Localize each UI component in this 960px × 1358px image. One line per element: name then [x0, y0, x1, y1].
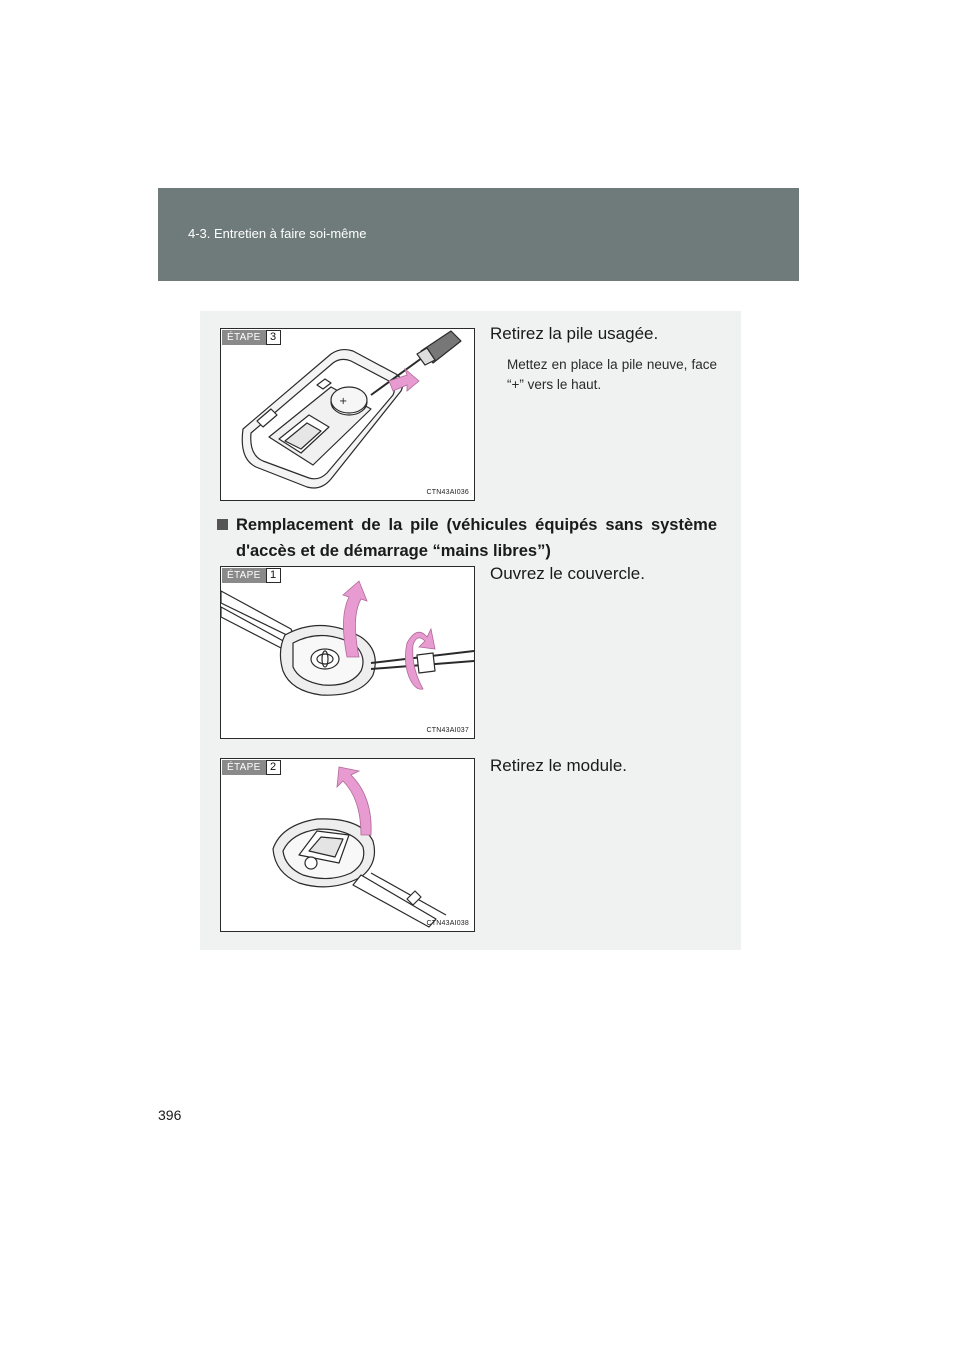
- figure-step-2: [220, 758, 475, 932]
- square-bullet-icon: [217, 519, 228, 530]
- step-badge: [222, 760, 281, 775]
- page-number: 396: [158, 1107, 182, 1123]
- svg-text:+: +: [339, 396, 348, 407]
- remove-battery-illustration: [221, 329, 474, 500]
- step-label: ÉTAPE: [222, 330, 266, 345]
- step-label: ÉTAPE: [222, 760, 266, 775]
- figure-code: CTN43AI037: [426, 727, 469, 734]
- figure-step-1: [220, 566, 475, 739]
- step-number: 2: [266, 760, 281, 775]
- step-1-instruction: Ouvrez le couvercle.: [490, 564, 645, 583]
- step-label: ÉTAPE: [222, 568, 266, 583]
- section-header-bar: [158, 188, 799, 281]
- section-heading: [217, 512, 717, 564]
- section-title: 4-3. Entretien à faire soi-même: [188, 226, 367, 241]
- section-heading-line1: Remplacement de la pile (véhicules équipés sans système: [236, 516, 717, 534]
- open-cover-illustration: [221, 567, 474, 738]
- step-2-instruction: Retirez le module.: [490, 756, 628, 775]
- step-number: 1: [266, 568, 281, 583]
- step-3-instruction: Retirez la pile usagée.: [490, 324, 659, 343]
- step-3-note: Mettez en place la pile neuve, face “+” vers le haut.: [507, 357, 717, 392]
- figure-code: CTN43AI038: [426, 920, 469, 927]
- remove-module-illustration: [221, 759, 474, 931]
- figure-step-3: [220, 328, 475, 501]
- section-heading-line2: d'accès et de démarrage “mains libres”): [236, 542, 551, 560]
- figure-code: CTN43AI036: [426, 489, 469, 496]
- step-number: 3: [266, 330, 281, 345]
- step-badge: [222, 330, 281, 345]
- step-badge: [222, 568, 281, 583]
